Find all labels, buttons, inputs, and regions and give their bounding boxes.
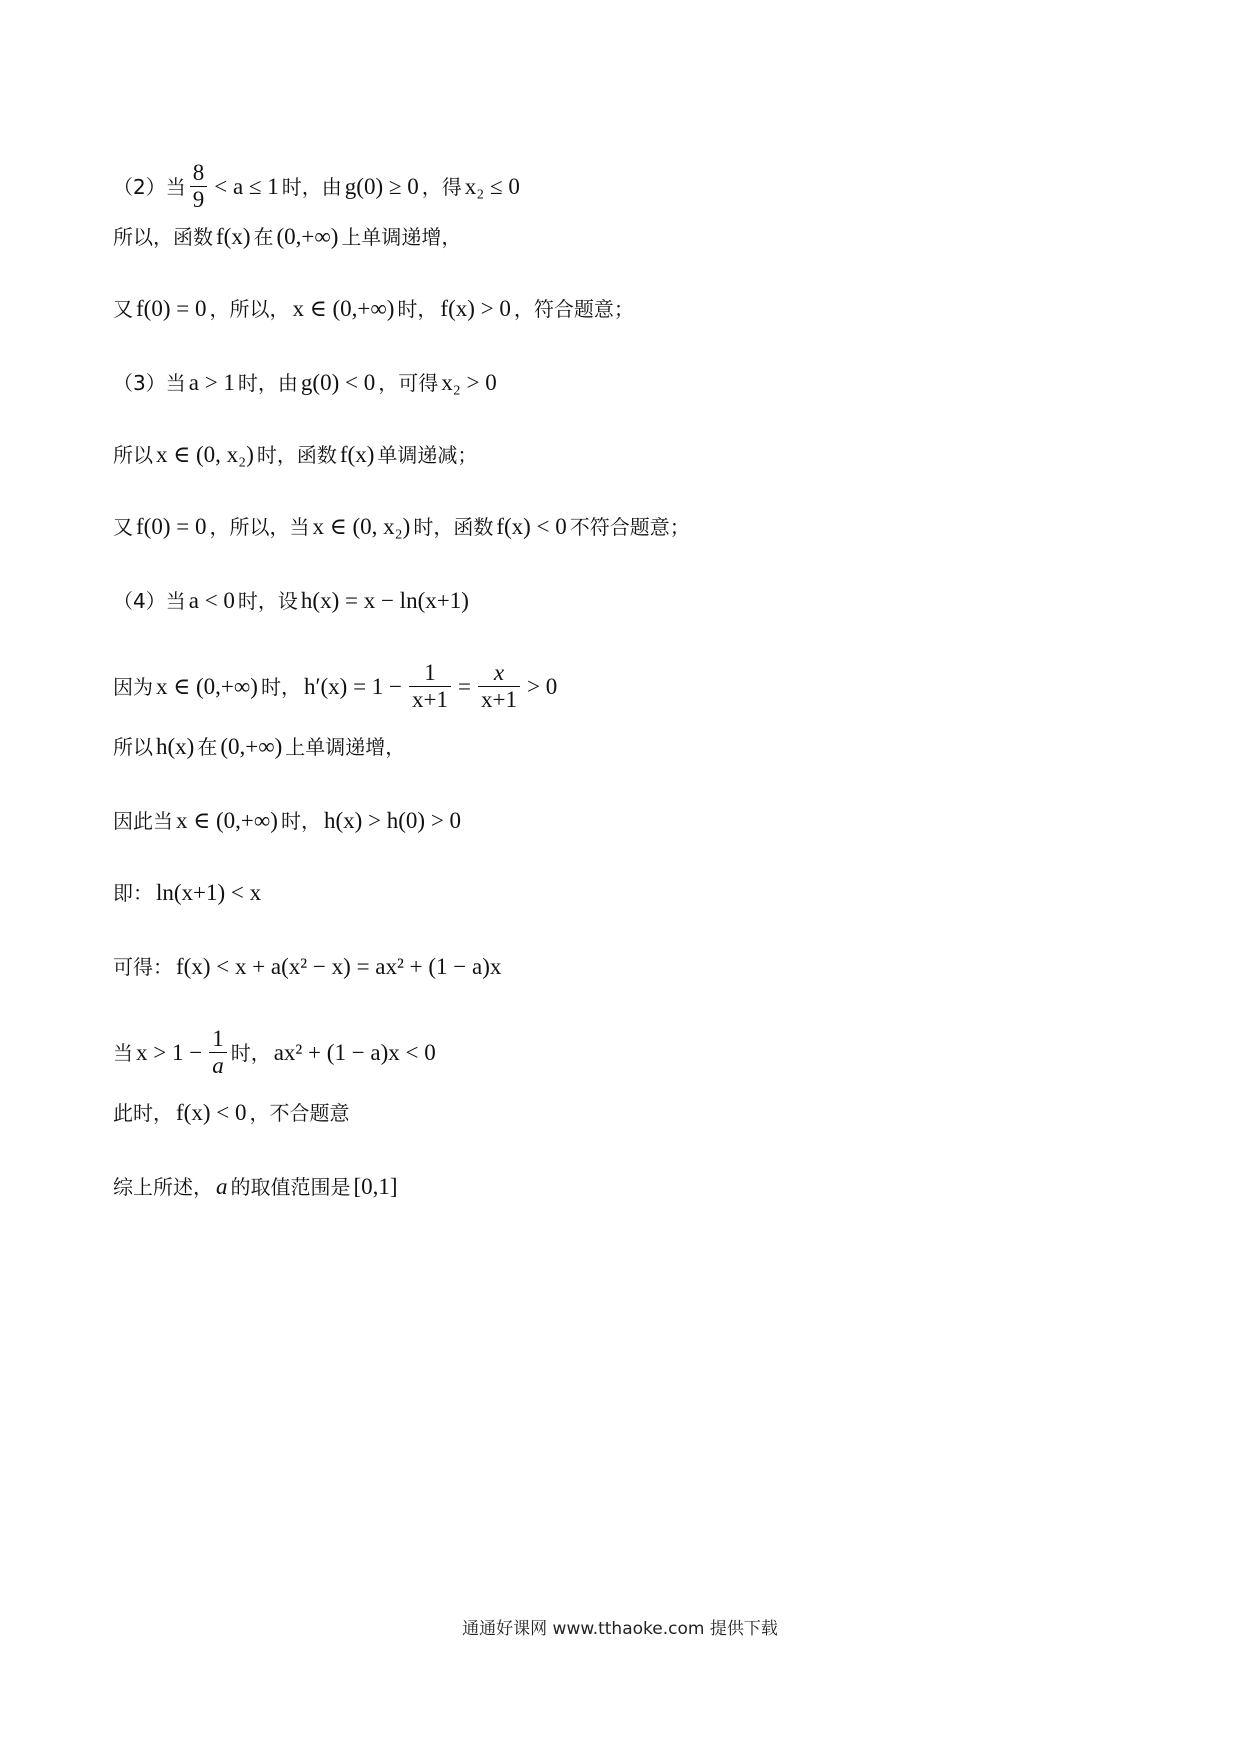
math: < a ≤ 1 [214, 173, 279, 199]
text: 时，函数 [413, 515, 494, 539]
page-footer-watermark: 通通好课网 www.tthaoke.com 提供下载 [462, 1619, 778, 1639]
text: 时，由 [281, 174, 342, 199]
math: h′(x) = 1 − [303, 673, 403, 699]
text: 因此当 [113, 809, 173, 833]
numerator: 8 [192, 160, 205, 185]
text: 上单调递增， [341, 225, 462, 249]
text: 上单调递增， [285, 735, 406, 759]
text: 因为 [113, 674, 153, 699]
solution-line [113, 512, 690, 542]
text: ，不合题意 [249, 1101, 350, 1125]
math: x₂ > 0 [441, 370, 497, 395]
math: x ∈ (0,+∞) [176, 808, 278, 833]
solution-line-case-2 [113, 160, 523, 213]
solution-line-case-4 [113, 586, 472, 616]
fraction-1-over-x-plus-1 [409, 660, 451, 713]
math: f(x) [216, 224, 251, 249]
math: f(x) > 0 [440, 296, 511, 321]
text: 时， [260, 674, 301, 699]
solution-line [113, 294, 634, 324]
text: 即： [113, 881, 153, 905]
numerator: 1 [212, 1026, 224, 1051]
text: 又 [113, 515, 133, 539]
math: x ∈ (0, x₂) [312, 514, 411, 539]
text: 时， [280, 809, 321, 833]
text: （2）当 [113, 174, 186, 199]
math: > 0 [526, 673, 558, 699]
math: a > 1 [188, 370, 235, 395]
text: ，所以， [209, 297, 290, 321]
math: x > 1 − [136, 1039, 203, 1065]
text: 时， [397, 297, 438, 321]
denominator: x+1 [478, 686, 520, 713]
text: （3）当 [113, 371, 186, 395]
text: 时， [230, 1040, 271, 1065]
text: 可得： [113, 955, 173, 979]
math: f(x) [339, 442, 375, 467]
text: 又 [113, 297, 133, 321]
text: ，符合题意； [513, 297, 634, 321]
math: [0,1] [353, 1174, 398, 1199]
text: ，可得 [378, 371, 439, 395]
fraction-x-over-x-plus-1 [478, 660, 520, 713]
denominator: 9 [190, 186, 208, 213]
numerator: x [493, 660, 505, 685]
text: 所以，函数 [113, 225, 213, 249]
math: a < 0 [188, 588, 235, 613]
math: f(x) < 0 [176, 1100, 247, 1125]
text: 在 [253, 225, 274, 249]
fraction-8-9 [190, 160, 208, 213]
math: x ∈ (0,+∞) [292, 296, 395, 321]
text: ，得 [421, 174, 462, 199]
text: 不符合题意； [569, 515, 690, 539]
solution-conclusion [113, 1172, 401, 1202]
math: x₂ ≤ 0 [464, 173, 520, 199]
text: 当 [113, 1040, 133, 1065]
solution-line-derivative [113, 660, 560, 713]
denominator: a [209, 1052, 227, 1079]
text: 在 [197, 735, 218, 759]
solution-line-case-3 [113, 368, 500, 398]
text: 时，函数 [256, 443, 337, 467]
math: h(x) [156, 734, 195, 759]
solution-line [113, 440, 477, 470]
text: 时，由 [237, 371, 298, 395]
math: f(0) = 0 [136, 514, 207, 539]
solution-line [113, 222, 461, 252]
denominator: x+1 [409, 686, 451, 713]
math: g(0) ≥ 0 [344, 173, 419, 199]
math: f(x) < 0 [496, 514, 567, 539]
solution-line [113, 806, 464, 836]
math: a [216, 1174, 228, 1199]
text: （4）当 [113, 589, 186, 613]
text: 综上所述， [113, 1175, 213, 1199]
math: f(0) = 0 [136, 296, 207, 321]
math: x ∈ (0,+∞) [156, 673, 258, 699]
text: 所以 [113, 735, 153, 759]
text: 的取值范围是 [230, 1175, 351, 1199]
text: ，所以，当 [209, 515, 310, 539]
text: 所以 [113, 443, 153, 467]
math: x ∈ (0, x₂) [156, 442, 254, 467]
numerator: 1 [424, 660, 436, 685]
solution-line [113, 1026, 439, 1079]
text: 此时， [113, 1101, 173, 1125]
math: ax² + (1 − a)x < 0 [273, 1039, 436, 1065]
solution-line [113, 732, 405, 762]
solution-line [113, 1098, 349, 1128]
math: h(x) = x − ln(x+1) [300, 588, 469, 613]
text: 单调递减； [377, 443, 478, 467]
math: (0,+∞) [276, 224, 339, 249]
math: = [458, 673, 471, 699]
math: f(x) < x + a(x² − x) = ax² + (1 − a)x [176, 954, 502, 979]
text: 时，设 [237, 589, 298, 613]
math: h(x) > h(0) > 0 [323, 808, 462, 833]
math: ln(x+1) < x [156, 880, 262, 905]
math: (0,+∞) [220, 734, 283, 759]
solution-line [113, 878, 264, 908]
math: g(0) < 0 [300, 370, 376, 395]
fraction-1-over-a [209, 1026, 227, 1079]
solution-line [113, 952, 504, 982]
